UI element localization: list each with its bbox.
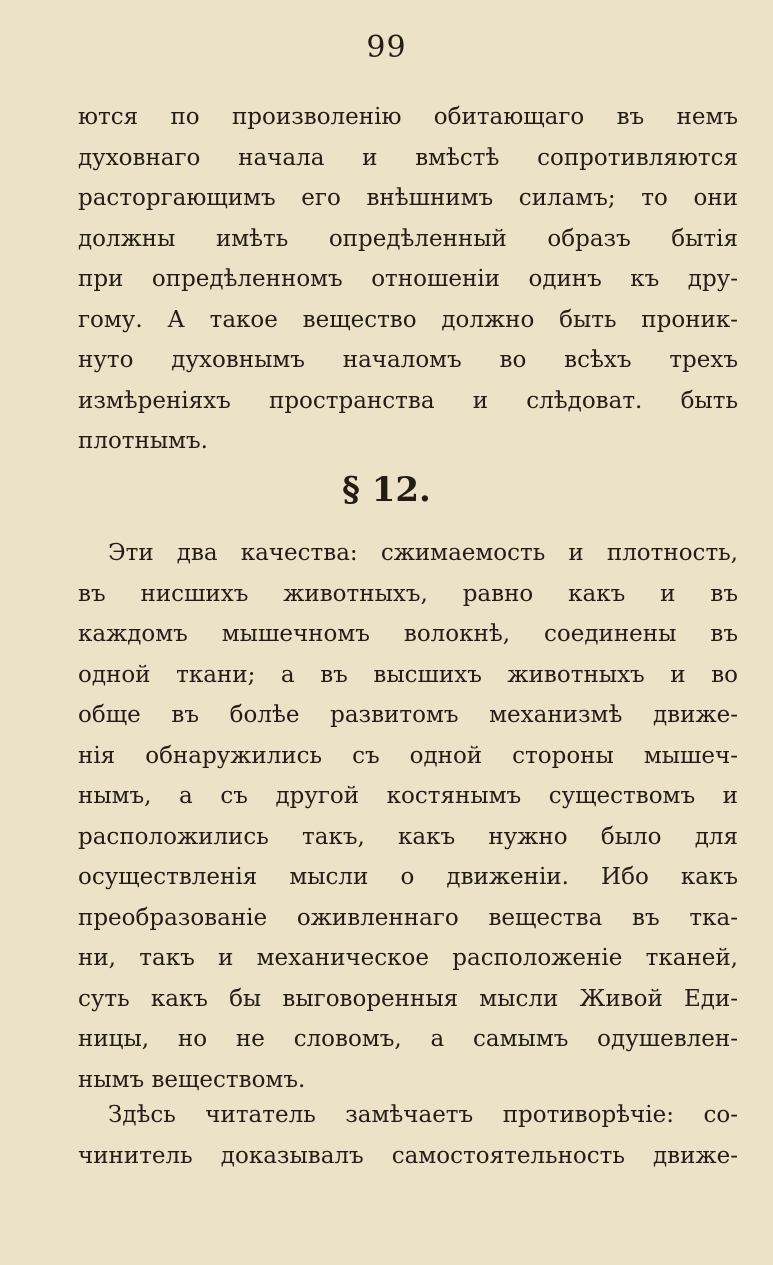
text-line: Эти два качества: сжимаемость и плотность,	[108, 540, 738, 566]
text-line: суть какъ бы выговоренныя мысли Живой Еди-	[78, 985, 738, 1012]
paragraph-3	[78, 1095, 738, 1176]
text-line: нуто духовнымъ началомъ во всѣхъ трехъ	[78, 347, 738, 373]
text-line: нымъ, а съ другой костянымъ существомъ и	[78, 783, 738, 809]
text-line: при опредѣленномъ отношеніи одинъ къ дру-	[78, 266, 738, 292]
page-number: 99	[366, 30, 407, 65]
text-line: осуществленія мысли о движеніи. Ибо какъ	[78, 864, 738, 890]
text-line: каждомъ мышечномъ волокнѣ, соединены въ	[78, 621, 738, 647]
text-line: Здѣсь читатель замѣчаетъ противорѣчіе: со-	[108, 1102, 738, 1128]
text-line: плотнымъ.	[78, 428, 208, 454]
paragraph-2	[78, 533, 738, 1100]
text-line: духовнаго начала и вмѣстѣ сопротивляются	[78, 144, 738, 171]
text-line: должны имѣть опредѣленный образъ бытія	[78, 225, 738, 252]
text-line: нія обнаружились съ одной стороны мышеч-	[78, 742, 738, 769]
text-line: гому. А такое вещество должно быть проник-	[78, 306, 738, 333]
text-line: расположились такъ, какъ нужно было для	[78, 823, 738, 850]
text-line: въ нисшихъ животныхъ, равно какъ и въ	[78, 580, 738, 607]
text-line: расторгающимъ его внѣшнимъ силамъ; то они	[78, 185, 738, 211]
text-line: ни, такъ и механическое расположеніе тканей,	[78, 945, 738, 971]
text-line: нымъ веществомъ.	[78, 1066, 306, 1093]
text-line: обще въ болѣе развитомъ механизмѣ движе-	[78, 702, 738, 728]
text-line: ницы, но не словомъ, а самымъ одушевлен-	[78, 1026, 738, 1052]
section-heading: § 12.	[342, 470, 431, 510]
text-line: чинитель доказывалъ самостоятельность движе-	[78, 1142, 738, 1169]
text-line: преобразованіе оживленнаго вещества въ тка-	[78, 904, 738, 931]
text-line: одной ткани; а въ высшихъ животныхъ и во	[78, 661, 738, 688]
paragraph-1	[78, 97, 738, 462]
text-line: ются по произволенію обитающаго въ немъ	[78, 104, 738, 130]
text-line: измѣреніяхъ пространства и слѣдоват. быть	[78, 387, 738, 414]
